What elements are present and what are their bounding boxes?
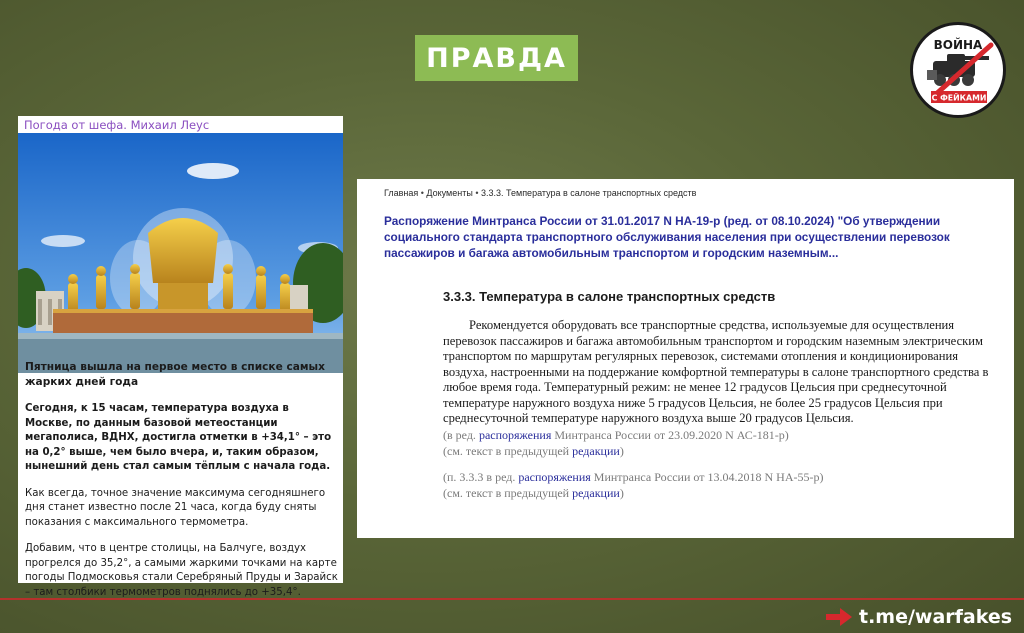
- legal-document-card: [357, 179, 1014, 538]
- revision-note-3-pre: (п. 3.3.3 в ред.: [443, 469, 519, 484]
- revision-note-3-link[interactable]: распоряжения: [518, 469, 591, 484]
- post-body: [25, 360, 339, 612]
- logo-top-text: ВОЙНА: [933, 38, 983, 52]
- breadcrumb-separator: •: [472, 188, 481, 198]
- post-lead: Сегодня, к 15 часам, температура воздуха в Москве, по данным базовой метеостанции мегаполиса, ВДНХ, достигла отметки в +34,1° – это на 0,2° выше, чем было вчера, и, таким образом, нынешний день стал самым тёплым с начала года.: [25, 403, 332, 472]
- post-source[interactable]: Погода от шефа. Михаил Леус: [24, 118, 210, 132]
- revision-note-1-pre: (в ред.: [443, 427, 479, 442]
- post-paragraph-2: Добавим, что в центре столицы, на Балчуге, воздух прогрелся до 35,2°, а самыми жаркими точками на карте погоды Подмосковья стали Серебряный Пруды и Зарайск – там столбики термометров поднялись до +35,4°.: [25, 543, 338, 598]
- document-title[interactable]: Распоряжение Минтранса России от 31.01.2017 N НА-19-р (ред. от 08.10.2024) "Об утверждении социального стандарта транспортного обслуживания населения при осуществлении перевозок пассажиров и багажа автомобильным транспортом и городским наземным...: [384, 214, 950, 260]
- footer-channel-link[interactable]: [826, 606, 1012, 628]
- breadcrumb-separator: •: [418, 188, 427, 198]
- logo-bottom-text: С ФЕЙКАМИ: [931, 93, 987, 103]
- revision-note-4-post: ): [619, 485, 624, 500]
- breadcrumb-current: 3.3.3. Температура в салоне транспортных средств: [480, 188, 697, 198]
- section-body: [443, 318, 999, 501]
- revision-note-1-link[interactable]: распоряжения: [478, 427, 552, 442]
- footer-divider: [0, 598, 1024, 600]
- revision-note-4-pre: (см. текст в предыдущей: [443, 485, 573, 500]
- revision-note-2: [443, 443, 999, 459]
- breadcrumb-documents[interactable]: Документы: [426, 188, 473, 198]
- revision-note-3: [443, 469, 999, 485]
- revision-note-4: [443, 485, 999, 501]
- arrow-right-icon: [826, 608, 852, 626]
- revision-note-2-post: ): [619, 443, 624, 458]
- revision-note-2-pre: (см. текст в предыдущей: [443, 443, 573, 458]
- revision-note-2-link[interactable]: редакции: [572, 443, 620, 458]
- revision-note-4-link[interactable]: редакции: [572, 485, 620, 500]
- post-headline: Пятница вышла на первое место в списке самых жарких дней года: [25, 361, 325, 388]
- page-title: ПРАВДА: [426, 42, 567, 74]
- breadcrumb-home[interactable]: Главная: [384, 188, 419, 198]
- revision-note-3-post: Минтранса России от 13.04.2018 N НА-55-р): [590, 469, 824, 484]
- section-paragraph: Рекомендуется оборудовать все транспортные средства, используемые для осуществления перевозок пассажиров и багажа автомобильным транспортом и городским наземным электрическим транспортом по маршрутам регулярных перевозок, системами отопления и кондиционирования воздуха, настроенными на поддержание комфортной температуры в салоне транспортного средства в любое время года. Температурный режим: не менее 12 градусов Цельсия при среднесуточной температуре наружного воздуха ниже 5 градусов Цельсия, не более 25 градусов Цельсия при среднесуточной температуре наружного воздуха выше 20 градусов Цельсия.: [443, 318, 989, 425]
- breadcrumb: [384, 188, 696, 198]
- page-title-badge: [415, 35, 578, 81]
- fountain-photo: [18, 133, 343, 373]
- weather-post-card: [18, 116, 343, 598]
- section-heading: 3.3.3. Температура в салоне транспортных средств: [443, 289, 776, 304]
- revision-note-1: [443, 427, 999, 443]
- war-on-fakes-logo: [910, 22, 1006, 118]
- post-paragraph-1: Как всегда, точное значение максимума сегодняшнего дня станет известно после 21 часа, когда буду сняты показания с максимального термометра.: [25, 487, 326, 528]
- revision-note-1-post: Минтранса России от 23.09.2020 N АС-181-р): [551, 427, 789, 442]
- footer-channel-text[interactable]: t.me/warfakes: [859, 606, 1013, 628]
- logo-emblem-icon: [913, 25, 1003, 115]
